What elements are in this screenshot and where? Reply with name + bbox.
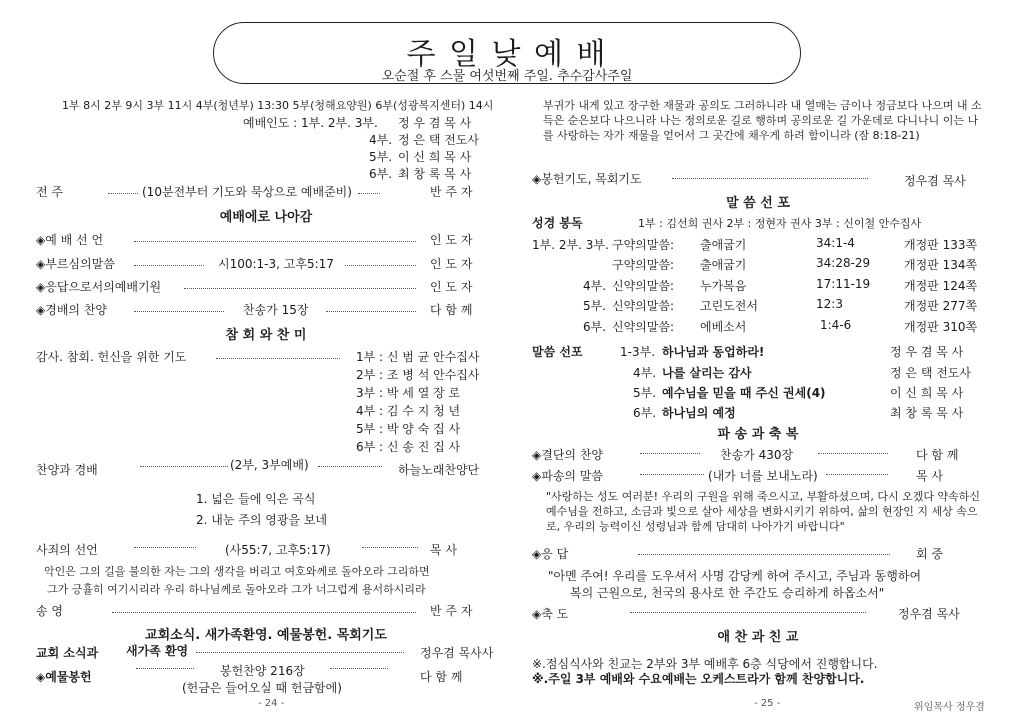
section-title-approach: 예배에로 나아감 xyxy=(219,210,313,225)
reading-kind: 구약의말씀: xyxy=(612,258,675,272)
sec1-item-ref: 찬송가 15장 xyxy=(243,303,309,317)
respond-label: ◈응 답 xyxy=(532,547,569,561)
dotted-leader xyxy=(216,358,340,359)
dotted-leader xyxy=(672,178,868,179)
reading-book: 고린도전서 xyxy=(700,299,758,313)
resolve-who: 다 함 께 xyxy=(916,448,959,462)
sermon-group: 4부. xyxy=(633,366,657,380)
sermon-who: 이 신 희 목 사 xyxy=(890,386,964,400)
news-sub: 새가족 환영 xyxy=(126,644,189,658)
bless-label: ◈축 도 xyxy=(532,607,569,621)
reading-page: 개정판 124쪽 xyxy=(904,279,978,293)
page-number-right: - 25 - xyxy=(754,698,781,709)
leader-3: 이 신 희 목 사 xyxy=(398,150,472,164)
prayer-person: 1부 : 신 범 균 안수집사 xyxy=(356,350,480,364)
dotted-leader xyxy=(640,474,704,475)
sermon-group: 6부. xyxy=(633,406,657,420)
offering-prayer-label: ◈봉헌기도, 목회기도 xyxy=(532,172,642,186)
dotted-leader xyxy=(184,288,416,289)
section-title-fellowship: 애 찬 과 친 교 xyxy=(717,630,799,645)
reading-group: 5부. xyxy=(583,299,607,313)
sermon-who: 최 창 록 목 사 xyxy=(890,406,964,420)
leader-4-prefix: 6부. xyxy=(369,167,393,181)
proverb-text: 부귀가 내게 있고 장구한 재물과 공의도 그러하니라 내 열매는 금이나 정금보다 나으며 내 소득은 순은보다 나으니라 나는 정의로운 길로 행하며 공의로운 길 가운데로 다니나니 이는 나를 사랑하는 자가 재물을 얻어서 그 곳간에 채우게 하려 함이니라 (잠 8:18-21) xyxy=(543,99,982,142)
prayer-label: 감사. 참회. 헌신을 위한 기도 xyxy=(36,350,187,364)
reading-verse: 34:1-4 xyxy=(816,236,855,250)
song-who: 반 주 자 xyxy=(430,604,473,618)
dotted-leader xyxy=(134,241,416,242)
reading-kind: 신약의말씀: xyxy=(612,320,675,334)
leader-3-prefix: 5부. xyxy=(369,150,393,164)
dotted-leader xyxy=(358,193,380,194)
sec1-item-who: 인 도 자 xyxy=(430,233,473,247)
resolve-ref: 찬송가 430장 xyxy=(720,448,794,462)
praise-label: 찬양과 경배 xyxy=(36,463,98,477)
reading-book: 누가복음 xyxy=(700,279,747,293)
prayer-person: 3부 : 박 세 열 장 로 xyxy=(356,386,461,400)
respond-text-line: 복의 근원으로, 천국의 용사로 한 주간도 승리하게 하옵소서" xyxy=(570,586,885,600)
reading-page: 개정판 133쪽 xyxy=(904,238,978,252)
reading-page: 개정판 310쪽 xyxy=(904,320,978,334)
reading-verse: 1:4-6 xyxy=(820,318,852,332)
send-text: "사랑하는 성도 여러분! 우리의 구원을 위해 죽으시고, 부활하셨으며, 다시 오겠다 약속하신 예수님을 전하고, 소금과 빛으로 살아 세상을 변화시키기 위하여, 삶의 현장인 지 세상 속으로, 우리의 능력이신 성령님과 함께 담대히 나아가기 바랍니다" xyxy=(546,490,980,533)
reading-kind: 신약의말씀: xyxy=(612,279,675,293)
offering-who: 다 함 께 xyxy=(420,670,463,684)
prayer-person: 5부 : 박 양 숙 집 사 xyxy=(356,422,461,436)
reading-book: 출애굽기 xyxy=(700,258,747,272)
send-who: 목 사 xyxy=(916,469,943,483)
dotted-leader xyxy=(640,453,700,454)
creed-text-line: 그가 긍휼히 여기시리라 우리 하나님께로 돌아오라 그가 너그럽게 용서하시리라 xyxy=(47,583,426,596)
dotted-leader xyxy=(638,554,890,555)
section-title-sermon: 말 씀 선 포 xyxy=(726,196,790,211)
page-title: 주 일 낮 예 배 xyxy=(406,37,608,72)
sermon-label: 말씀 선포 xyxy=(532,345,583,359)
notice-line: ※.점심식사와 친교는 2부와 3부 예배후 6층 식당에서 진행합니다. xyxy=(532,657,878,671)
leader-2-prefix: 4부. xyxy=(369,133,393,147)
sec1-item-who: 인 도 자 xyxy=(430,280,473,294)
respond-text-line: "아멘 주여! 우리를 도우셔서 사명 감당케 하여 주시고, 주님과 동행하여 xyxy=(548,569,922,583)
sermon-group: 5부. xyxy=(633,386,657,400)
reading-verse: 12:3 xyxy=(816,297,843,311)
reading-page: 개정판 277쪽 xyxy=(904,299,978,313)
prelude-desc: (10분전부터 기도와 묵상으로 예배준비) xyxy=(142,185,352,199)
reading-group: 4부. xyxy=(583,279,607,293)
leader-2: 정 은 택 전도사 xyxy=(398,133,479,147)
praise-song: 2. 내눈 주의 영광을 보네 xyxy=(196,513,328,527)
sermon-title: 나를 살리는 감사 xyxy=(662,366,752,380)
reading-book: 출애굽기 xyxy=(700,238,747,252)
dotted-leader xyxy=(140,466,228,467)
dotted-leader xyxy=(362,547,418,548)
leader-4: 최 창 록 목 사 xyxy=(398,167,472,181)
sec1-item-who: 인 도 자 xyxy=(430,257,473,271)
creed-ref: (사55:7, 고후5:17) xyxy=(225,543,331,557)
footer-signature: 위임목사 정우겸 xyxy=(914,702,985,713)
send-label: ◈파송의 말씀 xyxy=(532,469,604,483)
dotted-leader xyxy=(826,474,888,475)
reading-kind: 구약의말씀: xyxy=(612,238,675,252)
praise-who: 하늘노래찬양단 xyxy=(398,463,480,477)
offering-note: (헌금은 들어오실 때 헌금함에) xyxy=(182,681,342,695)
dotted-leader xyxy=(108,193,138,194)
sec1-item-label: ◈경배의 찬양 xyxy=(36,303,108,317)
send-ref: (내가 너를 보내노라) xyxy=(708,469,818,483)
sermon-group: 1-3부. xyxy=(620,345,656,359)
section-title-repentance: 참 회 와 찬 미 xyxy=(225,328,307,343)
sermon-title: 하나님과 동업하라! xyxy=(662,345,765,359)
page-subtitle: 오순절 후 스물 여섯번째 주일. 추수감사주일 xyxy=(381,69,633,84)
offering-label: ◈예물봉헌 xyxy=(36,670,92,684)
reading-verse: 17:11-19 xyxy=(816,277,871,291)
sec1-item-label: ◈응답으로서의예배기원 xyxy=(36,280,162,294)
prayer-person: 4부 : 김 수 지 청 년 xyxy=(356,404,461,418)
song-label: 송 영 xyxy=(36,604,63,618)
sec1-item-label: ◈부르심의말씀 xyxy=(36,257,115,271)
reading-group: 6부. xyxy=(583,320,607,334)
creed-who: 목 사 xyxy=(430,543,457,557)
dotted-leader xyxy=(318,466,382,467)
news-who: 정우겸 목사사 xyxy=(420,646,494,660)
news-label: 교회 소식과 xyxy=(36,646,99,660)
dotted-leader xyxy=(196,652,404,653)
respond-who: 회 중 xyxy=(916,547,943,561)
page-number-left: - 24 - xyxy=(258,698,285,709)
readers: 1부 : 김선희 권사 2부 : 정현자 권사 3부 : 신이철 안수집사 xyxy=(638,217,922,230)
sermon-title: 예수님을 믿을 때 주신 권세(4) xyxy=(662,386,826,400)
reading-group: 1부. 2부. 3부. xyxy=(532,238,609,252)
prelude-who: 반 주 자 xyxy=(430,185,473,199)
creed-text-line: 악인은 그의 길을 불의한 자는 그의 생각을 버리고 여호와께로 돌아오라 그리하면 xyxy=(44,565,430,578)
sermon-title: 하나님의 예정 xyxy=(662,406,736,420)
sec1-item-label: ◈예 배 선 언 xyxy=(36,233,104,247)
section-title-news: 교회소식. 새가족환영. 예물봉헌. 목회기도 xyxy=(145,628,387,643)
prayer-person: 2부 : 조 병 석 안수집사 xyxy=(356,368,480,382)
reading-label: 성경 봉독 xyxy=(532,216,583,230)
dotted-leader xyxy=(134,547,196,548)
praise-song: 1. 넓은 들에 익은 곡식 xyxy=(196,492,316,506)
dotted-leader xyxy=(112,612,416,613)
dotted-leader xyxy=(134,311,224,312)
leaders-label: 예배인도 : 1부. 2부. 3부. xyxy=(243,116,378,130)
reading-book: 에베소서 xyxy=(700,320,747,334)
dotted-leader xyxy=(345,265,416,266)
sec1-item-who: 다 함 께 xyxy=(430,303,473,317)
dotted-leader xyxy=(330,668,388,669)
reading-kind: 신약의말씀: xyxy=(612,299,675,313)
resolve-label: ◈결단의 찬양 xyxy=(532,448,604,462)
reading-page: 개정판 134쪽 xyxy=(904,258,978,272)
header-title-box xyxy=(213,22,801,84)
section-title-sending: 파 송 과 축 복 xyxy=(717,427,799,442)
reading-verse: 34:28-29 xyxy=(816,256,871,270)
dotted-leader xyxy=(136,668,194,669)
sermon-who: 정 은 택 전도사 xyxy=(890,366,971,380)
notice-line: ※.주일 3부 예배와 수요예배는 오케스트라가 함께 찬양합니다. xyxy=(532,672,865,686)
dotted-leader xyxy=(818,453,888,454)
sermon-who: 정 우 겸 목 사 xyxy=(890,345,964,359)
service-schedule: 1부 8시 2부 9시 3부 11시 4부(청년부) 13:30 5부(청해요양원) 6부(성광복지센터) 14시 xyxy=(62,99,494,112)
prelude-label: 전 주 xyxy=(36,185,63,199)
leader-1: 정 우 겸 목 사 xyxy=(398,116,472,130)
sec1-item-ref: 시100:1-3, 고후5:17 xyxy=(218,257,334,271)
bless-who: 정우겸 목사 xyxy=(898,607,960,621)
dotted-leader xyxy=(630,612,866,613)
prayer-person: 6부 : 신 송 진 집 사 xyxy=(356,440,461,454)
praise-desc: (2부, 3부예배) xyxy=(230,458,309,472)
offering-ref: 봉헌찬양 216장 xyxy=(220,664,305,678)
creed-label: 사죄의 선언 xyxy=(36,543,98,557)
dotted-leader xyxy=(326,311,416,312)
dotted-leader xyxy=(134,265,204,266)
offering-prayer-who: 정우겸 목사 xyxy=(904,174,966,188)
